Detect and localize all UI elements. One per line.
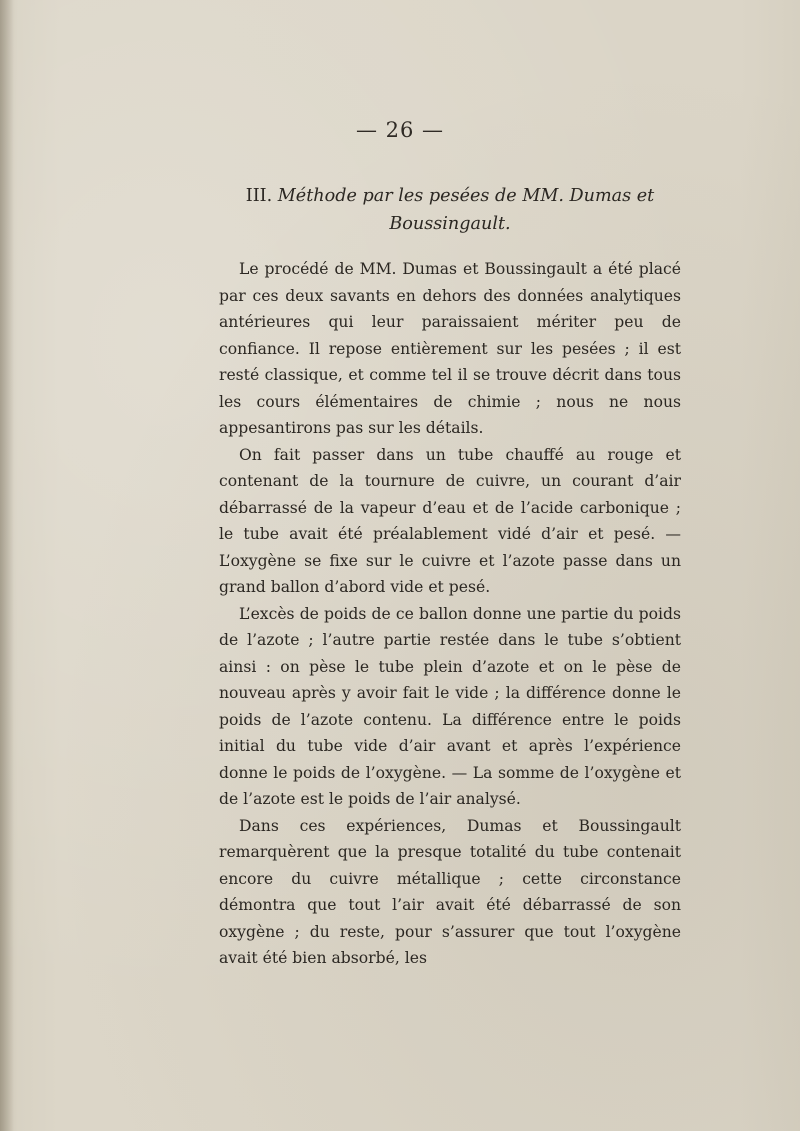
page-number: — 26 — [355,118,445,142]
section-title: Méthode par les pesées de MM. Dumas et Boussingault. [277,186,655,234]
page-edge-shadow [0,0,14,1131]
paragraph-4: Dans ces expériences, Dumas et Boussingault remarquèrent que la presque totalité du tube contenait encore du cuivre métallique ; cette circonstance démontra que tout l’air avait été débarrassé de son oxygène ; du reste, pour s’assurer que tout l’oxygène avait été bien absorbé, les [219,816,681,967]
paragraph-1: Le procédé de MM. Dumas et Boussingault a été placé par ces deux savants en dehors des données analytiques antérieures qui leur paraissaient mériter peu de confiance. Il repose entièrement sur les pesées ; il est resté classique, et comme tel il se trouve décrit dans tous les cours élémentaires de chimie ; nous ne nous appesantirons pas sur les détails. [219,260,681,437]
section-heading [230,182,670,238]
paragraph-3: L’excès de poids de ce ballon donne une partie du poids de l’azote ; l’autre partie restée dans le tube s’obtient ainsi : on pèse le tube plein d’azote et on le pèse de nouveau après y avoir fait le vide ; la différence donne le poids de l’azote contenu. La différence entre le poids initial du tube vide d’air avant et après l’expérience donne le poids de l’oxygène. — La somme de l’oxygène et de l’azote est le poids de l’air analysé. [219,604,681,808]
body-text [219,256,681,972]
section-number: III. [245,186,273,206]
paragraph-2: On fait passer dans un tube chauffé au rouge et contenant de la tournure de cuivre, un courant d’air débarrassé de la vapeur d’eau et de l’acide carbonique ; le tube avait été préalablement vidé d’air et pesé. — L’oxygène se fixe sur le cuivre et l’azote passe dans un grand ballon d’abord vide et pesé. [219,445,681,596]
